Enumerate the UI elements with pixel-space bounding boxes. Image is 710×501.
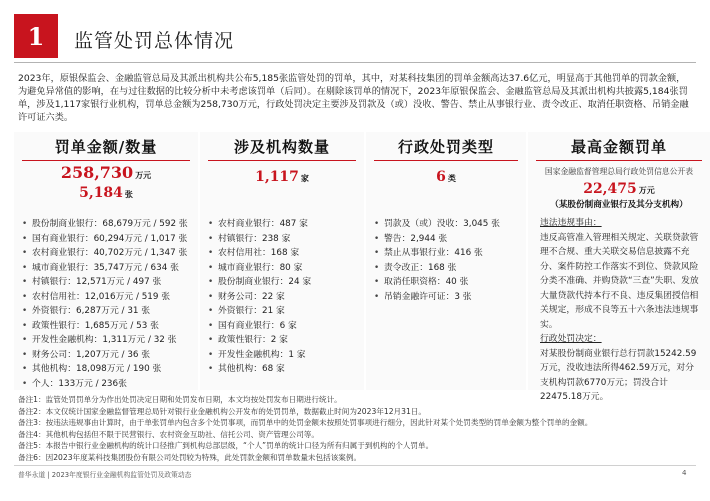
panel-highest-fine <box>528 132 710 402</box>
panel-divider <box>536 160 702 161</box>
list-item: • 城市商业银行：35,747万元 / 634 张 <box>22 261 198 276</box>
total-ticket-count: 5,184 <box>79 185 123 201</box>
list-item: • 股份制商业银行：68,679万元 / 592 张 <box>22 217 198 232</box>
page-number: 4 <box>682 469 687 477</box>
penalty-type-list <box>366 217 526 304</box>
panel-title-institutions: 涉及机构数量 <box>233 138 330 156</box>
list-item: • 股份制商业银行：24 家 <box>208 275 364 290</box>
page-title: 监管处罚总体情况 <box>74 30 235 52</box>
decision-label: 行政处罚决定： <box>540 334 602 344</box>
list-item: • 农村商业银行：40,702万元 / 1,347 张 <box>22 246 198 261</box>
panel-title-highest-fine: 最高金额罚单 <box>570 138 667 156</box>
list-item: • 村镇银行：238 家 <box>208 232 364 247</box>
title-divider <box>14 62 696 63</box>
list-item: • 取消任职资格：40 张 <box>374 275 526 290</box>
panel-fine-amount-count <box>14 132 198 390</box>
panel-institution-count <box>200 132 364 390</box>
fine-breakdown-list <box>14 217 198 391</box>
footer-text: 普华永道 | 2023年度银行业金融机构监管处罚及政策动态 <box>18 471 192 479</box>
panel-title-fine-amount: 罚单金额/数量 <box>54 138 158 156</box>
footnote: 备注5：本报告中银行业金融机构的统计口径推广到机构总部层级，“个人”罚单的统计口径为所有归属于到机构的个人罚单。 <box>18 441 434 450</box>
total-ticket-unit: 张 <box>124 190 133 199</box>
list-item: • 警告：2,944 张 <box>374 232 526 247</box>
highest-fine-details <box>528 210 710 405</box>
list-item: • 国有商业银行：60,294万元 / 1,017 张 <box>22 232 198 247</box>
violation-text: 违反高管准入管理相关规定、关联贷款管理不合规、重大关联交易信息披露不充分、案件防控工作落实不到位、贷款风险分类不准确、并购贷款“三查”失职、发放大量贷款代持本行不良、违反集团授信相关规定，形成不良等五十六条违法违规事实。 <box>540 232 699 330</box>
list-item: • 禁止从事银行业：416 张 <box>374 246 526 261</box>
footnote: 备注4：其他机构包括但不限于民营银行、农村资金互助社、信托公司、资产管理公司等。 <box>18 429 319 439</box>
list-item: • 村镇银行：12,571万元 / 497 张 <box>22 275 198 290</box>
institution-unit: 家 <box>300 174 309 183</box>
list-item: • 国有商业银行：6 家 <box>208 319 364 334</box>
list-item: • 财务公司：1,207万元 / 36 张 <box>22 348 198 363</box>
panel-headline <box>366 161 526 217</box>
highest-fine-unit: 万元 <box>638 186 655 195</box>
panel-headline <box>14 161 198 217</box>
footnote: 备注6：因2023年度某科技集团股份有限公司处罚较为特殊，此处罚款金额和罚单数量未包括该案例。 <box>18 452 362 462</box>
footnote: 备注3：按违法违规事由计算时，由于单张罚单内包含多个处罚事项，而罚单中的处罚金额未按照处罚事项进行细分，因此针对某个处罚类型的罚单金额为整个罚单的金额。 <box>18 418 593 427</box>
list-item: • 农村信用社：168 家 <box>208 246 364 261</box>
highest-fine-amount: 22,475 <box>583 181 637 197</box>
footer-divider <box>14 465 696 466</box>
list-item: • 开发性金融机构：1 家 <box>208 348 364 363</box>
list-item: • 政策性银行：1,685万元 / 53 张 <box>22 319 198 334</box>
footnote: 备注2：本文仅统计国家金融监督管理总局针对银行业金融机构公开发布的处罚罚单，数据截止时间为2023年12月31日。 <box>18 406 426 416</box>
list-item: • 外资银行：6,287万元 / 31 张 <box>22 304 198 319</box>
panel-headline <box>200 161 364 217</box>
institution-breakdown-list <box>200 217 364 377</box>
panel-penalty-types <box>366 132 526 390</box>
list-item: • 农村商业银行：487 家 <box>208 217 364 232</box>
penalty-type-count: 6 <box>436 169 446 185</box>
list-item: • 城市商业银行：80 家 <box>208 261 364 276</box>
penalty-type-unit: 类 <box>447 174 456 183</box>
fined-bank-label: （某股份制商业银行及其分支机构） <box>550 200 688 210</box>
list-item: • 责令改正：168 张 <box>374 261 526 276</box>
list-item: • 开发性金融机构：1,311万元 / 32 张 <box>22 333 198 348</box>
decision-text: 对某股份制商业银行总行罚款15242.59万元，没收违法所得462.59万元，对分支机构罚款6770万元；罚没合计22475.18万元。 <box>540 348 697 402</box>
list-item: • 农村信用社：12,016万元 / 519 张 <box>22 290 198 305</box>
total-fine-amount: 258,730 <box>60 163 134 182</box>
panel-title-penalty-types: 行政处罚类型 <box>397 138 494 156</box>
footnote: 备注1：监管处罚罚单分为作出处罚决定日期和处罚发布日期，本文均按处罚发布日期进行统计。 <box>18 395 342 404</box>
total-fine-unit: 万元 <box>135 171 152 180</box>
list-item: • 罚款及（或）没收：3,045 张 <box>374 217 526 232</box>
list-item: • 政策性银行：2 家 <box>208 333 364 348</box>
list-item: • 外资银行：21 家 <box>208 304 364 319</box>
list-item: • 其他机构：68 家 <box>208 362 364 377</box>
section-number-badge: 1 <box>14 14 58 58</box>
list-item: • 其他机构：18,098万元 / 190 张 <box>22 362 198 377</box>
list-item: • 个人：133万元 / 236张 <box>22 377 198 392</box>
footnotes <box>18 394 698 463</box>
source-caption: 国家金融监督管理总局行政处罚信息公开表 <box>544 167 694 176</box>
violation-label: 违法违规事由： <box>540 218 602 228</box>
intro-paragraph: 2023年，原银保监会、金融监管总局及其派出机构共公布5,185张监管处罚的罚单，其中，对某科技集团的罚单金额高达37.6亿元，明显高于其他罚单的罚款金额，为避免异常值的影响，在与过往数据的比较分析中未考虑该罚单（后同）。在剔除该罚单的情况下，2023年原银保监会、金融监管总局及其派出机构共披露5,184张罚单，涉及1,117家银行业机构，罚单总金额为258,730万元，行政处罚决定主要涉及罚款及（或）没收、警告、禁止从事银行业、责令改正、取消任职资格、吊销金融许可证六类。 <box>18 73 689 123</box>
list-item: • 财务公司：22 家 <box>208 290 364 305</box>
list-item: • 吊销金融许可证：3 张 <box>374 290 526 305</box>
institution-count: 1,117 <box>255 169 299 185</box>
